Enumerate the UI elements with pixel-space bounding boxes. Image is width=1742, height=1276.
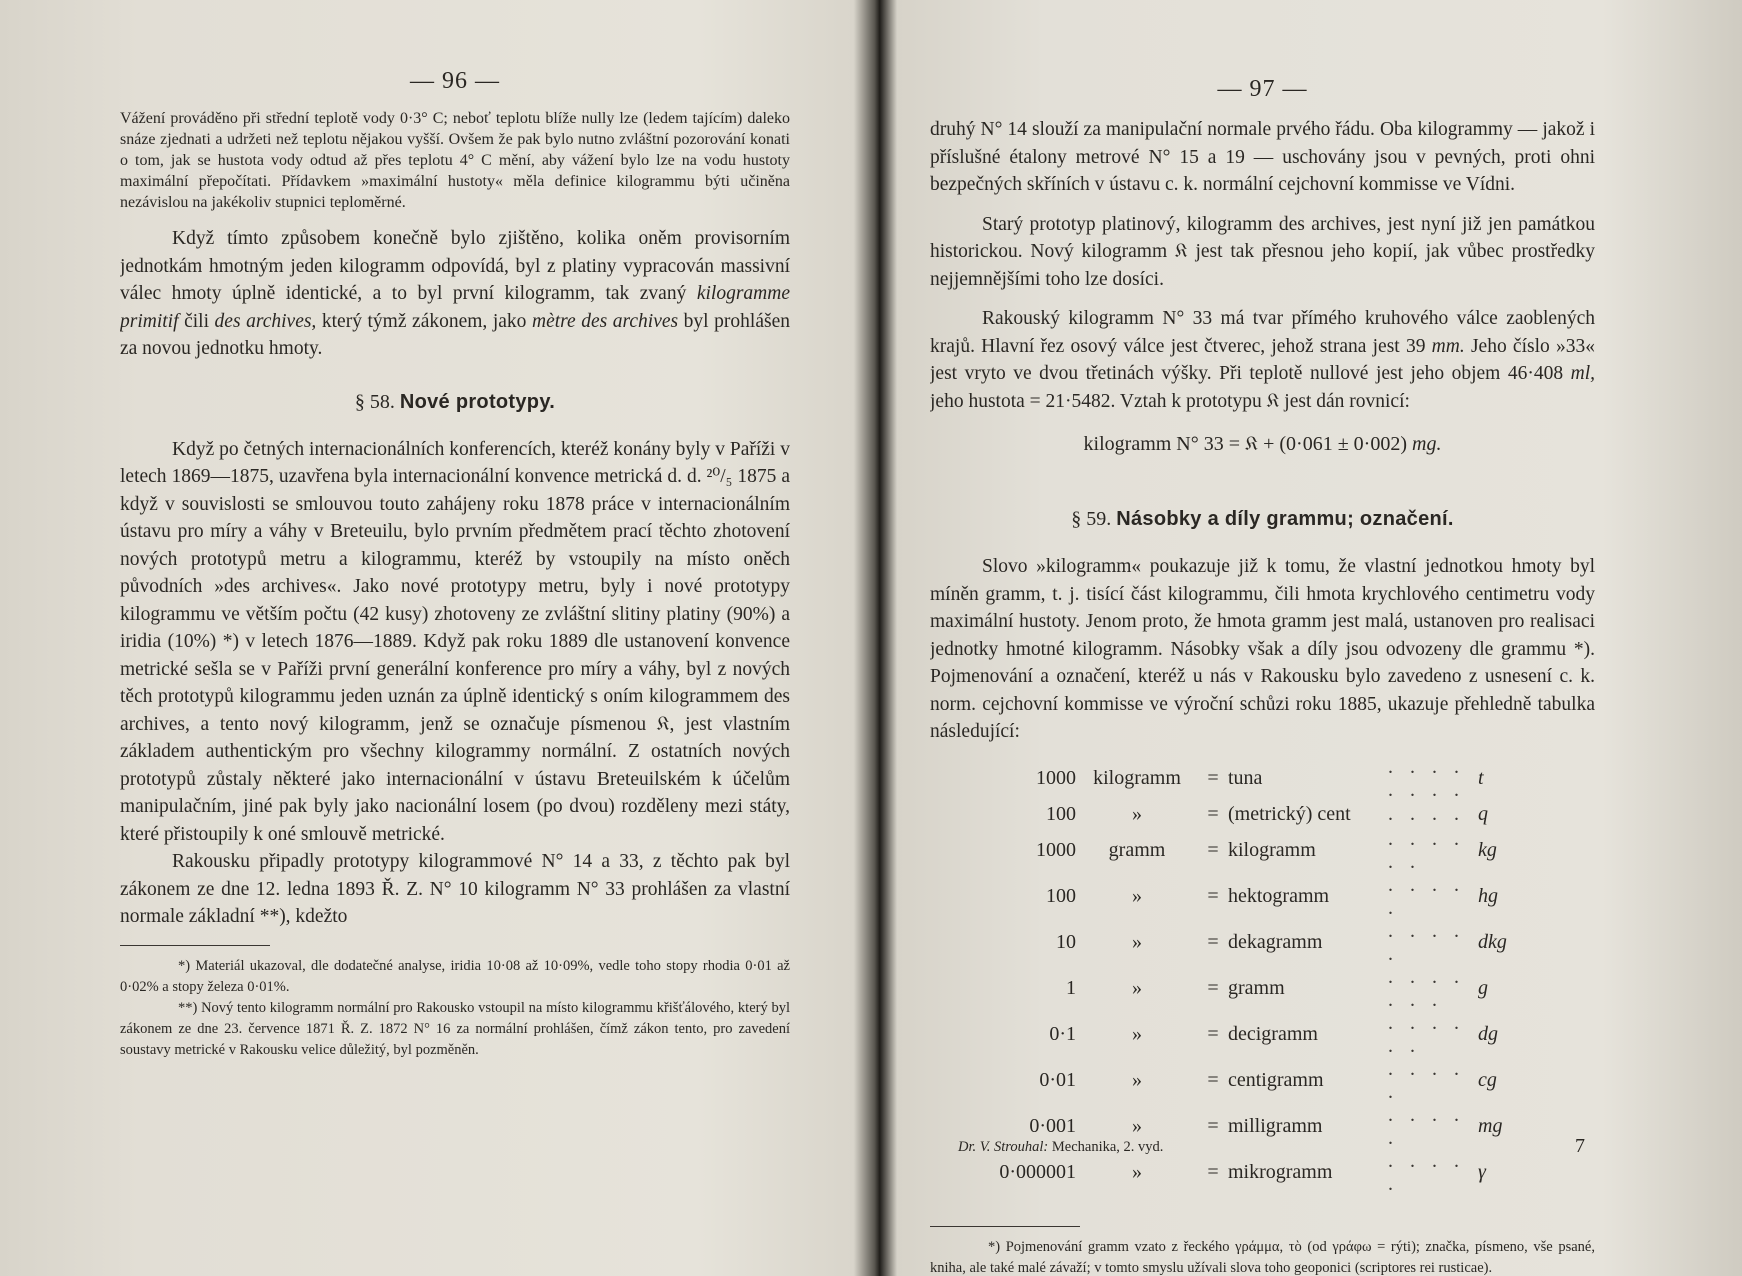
text-run: Jeho číslo »33« jest vryto ve dvou třetinách výšky. Při teplotě nullové jest jeho objem 46·408 bbox=[930, 335, 1595, 384]
units-table-row bbox=[966, 756, 1518, 802]
right-page bbox=[930, 0, 1595, 1276]
unit-multiplier: 0·000001 bbox=[999, 1161, 1076, 1183]
footnote bbox=[120, 998, 790, 1061]
section-title: Násobky a díly grammu; označení. bbox=[1116, 508, 1454, 530]
equals-sign: = bbox=[1207, 977, 1219, 999]
unit-multiplier: 0·001 bbox=[1029, 1115, 1076, 1137]
unit-multiplier: 0·01 bbox=[1039, 1069, 1076, 1091]
footnote-text: *) Materiál ukazoval, dle dodatečné analyse, iridia 10·08 až 10·09%, vedle toho stopy rhodia 0·01 až 0·02% a stopy železa 0·01%. bbox=[120, 957, 790, 995]
unit-name: (metrický) cent bbox=[1228, 803, 1351, 825]
unit-name: mikrogramm bbox=[1228, 1161, 1333, 1183]
paragraph bbox=[930, 305, 1595, 415]
unit-multiplier: 10 bbox=[1056, 931, 1076, 953]
equals-sign: = bbox=[1207, 803, 1219, 825]
unit-base: » bbox=[1132, 1161, 1142, 1183]
unit-base: » bbox=[1132, 1069, 1142, 1091]
units-table bbox=[966, 756, 1518, 1196]
units-table-row bbox=[966, 802, 1518, 828]
text-run: Rakouský kilogramm N° 33 má tvar přímého kruhového válce zaoblených krajů. Hlavní řez osový válce jest čtverec, jehož strana jest 39 bbox=[930, 308, 1595, 357]
unit-abbreviation: γ bbox=[1478, 1161, 1486, 1183]
leader-dots: . . . . . . . . bbox=[1388, 755, 1465, 801]
unit-base: » bbox=[1132, 931, 1142, 953]
section-number: § 59. bbox=[1071, 508, 1112, 530]
section-heading bbox=[120, 391, 790, 414]
page-number: — 96 — bbox=[410, 68, 500, 94]
text-run: čili bbox=[178, 310, 215, 332]
footnote-indent bbox=[120, 1000, 178, 1016]
leader-dots: . . . . . . bbox=[1388, 827, 1465, 873]
equals-sign: = bbox=[1207, 931, 1219, 953]
units-table-row bbox=[966, 1150, 1518, 1196]
text-run: Když tímto způsobem konečně bylo zjištěno, kolika oněm provisorním jednotkám hmotným jeden kilogramm odpovídá, byl z platiny vypracován massivní válec hmoty úplně identické, a to byl první kilogramm, tak zvaný bbox=[120, 228, 790, 304]
text-run: jeho hustota = 21·5482. Vztah k prototypu 𝔎 jest dán rovnicí: bbox=[930, 390, 1410, 412]
footnote bbox=[930, 1237, 1595, 1276]
paragraph: Starý prototyp platinový, kilogramm des archives, jest nyní již jen památkou historickou. Nový kilogramm 𝔎 jest tak přesnou jeho kopií, jak vůbec prostředky nejjemnějšími toho lze dosíci. bbox=[930, 213, 1595, 290]
italic-unit: ml, bbox=[1570, 363, 1595, 384]
footnote-text: **) Nový tento kilogramm normální pro Rakousko vstoupil na místo kilogrammu křišťálového, který byl zákonem ze dne 23. července 1871 Ř. Z. 1872 N° 16 za normální prohlášen, čímž zákon tento, pro zavedení soustavy metrické v Rakousku velice důležitý, byl pozměněn. bbox=[120, 999, 790, 1058]
paragraph: Když po četných internacionálních konferencích, kteréž konány byly v Paříži v letech 1869—1875, uzavřena byla internacionální konvence metrická d. d. ²⁰/₅ 1875 a když v souvislosti se smlouvou touto zahájeny roku 1878 práce v internacionálním ústavu pro míry a váhy v Breteuilu, bylo prvním předmětem prací těchto zhotovení nových prototypů metru a kilogrammu, kteréž by vstoupily na místo oněch původních »des archives«. Jako nové prototypy metru, byly i nové prototypy kilogrammu ve větším počtu (42 kusy) zhotoveny ze zvláštní slitiny platiny (90%) a iridia (10%) *) v letech 1876—1889. Když pak roku 1889 dle ustanovení konvence metrické sešla se v Paříži první generální konference pro míry a váhy, byl z nových těch prototypů kilogrammu jeden uznán za úplně identický s oním kilogrammem des archives, a tento nový kilogramm, jenž se označuje písmenou 𝔎, jest vlastním základem authentickým pro všechny kilogrammy normální. Z ostatních nových prototypů zůstaly některé jako internacionální v ústavu Breteuilském k účelům manipulačním, jiné pak byly jako nacionální losem (po dvou) rozděleny mezi státy, které přistoupily k oné smlouvě metrické. bbox=[120, 438, 790, 845]
leader-dots: . . . . . bbox=[1388, 1149, 1465, 1195]
equals-sign: = bbox=[1207, 1069, 1219, 1091]
unit-multiplier: 1 bbox=[1066, 977, 1076, 999]
unit-multiplier: 0·1 bbox=[1049, 1023, 1076, 1045]
unit-multiplier: 1000 bbox=[1036, 839, 1076, 861]
footnote bbox=[120, 956, 790, 998]
equals-sign: = bbox=[1207, 1115, 1219, 1137]
italic-term: kilogramme primitif bbox=[120, 283, 790, 332]
italic-unit: mm. bbox=[1431, 335, 1465, 357]
unit-abbreviation: kg bbox=[1478, 839, 1497, 861]
units-table-row bbox=[966, 966, 1518, 1012]
unit-name: kilogramm bbox=[1228, 839, 1316, 861]
equals-sign: = bbox=[1207, 1161, 1219, 1183]
unit-name: centigramm bbox=[1228, 1069, 1324, 1091]
unit-base: » bbox=[1132, 1115, 1142, 1137]
page-number: — 97 — bbox=[1217, 76, 1308, 102]
footer-author: Dr. V. Strouhal: bbox=[958, 1139, 1049, 1155]
unit-name: tuna bbox=[1228, 767, 1263, 789]
equals-sign: = bbox=[1207, 839, 1219, 861]
unit-abbreviation: mg bbox=[1478, 1115, 1503, 1137]
unit-base: gramm bbox=[1108, 839, 1166, 861]
unit-base: » bbox=[1132, 803, 1142, 825]
unit-abbreviation: g bbox=[1478, 977, 1488, 999]
equals-sign: = bbox=[1207, 1023, 1219, 1045]
page-footer bbox=[930, 1135, 1595, 1157]
unit-name: hektogramm bbox=[1228, 885, 1330, 907]
units-table-row bbox=[966, 920, 1518, 966]
section-number: § 58. bbox=[354, 390, 395, 413]
unit-name: milligramm bbox=[1228, 1115, 1323, 1137]
unit-abbreviation: dg bbox=[1478, 1023, 1498, 1045]
unit-abbreviation: q bbox=[1478, 803, 1488, 825]
leader-dots: . . . . . bbox=[1388, 919, 1465, 965]
unit-base: » bbox=[1132, 1023, 1142, 1045]
italic-unit: mg. bbox=[1412, 433, 1442, 455]
footnote-indent bbox=[120, 958, 178, 974]
paragraph: Slovo »kilogramm« poukazuje již k tomu, že vlastní jednotkou hmoty byl míněn gramm, t. j. tisící část kilogrammu, čili hmota krychlového centimetru vody maximální hustoty. Jenom proto, že hmota gramm jest malá, ustanoven pro realisaci jednotky hmotné kilogramm. Násobky však a díly jsou odvozeny dle grammu *). Pojmenování a označení, kteréž u nás v Rakousku bylo zavedeno z usnesení c. k. norm. cejchovní kommisse ve výroční schůzi roku 1885, ukazuje přehledně tabulka následující: bbox=[930, 556, 1595, 742]
units-table-row bbox=[966, 1058, 1518, 1104]
equals-sign: = bbox=[1207, 767, 1219, 789]
footer-indent bbox=[930, 1139, 958, 1155]
unit-multiplier: 1000 bbox=[1036, 767, 1076, 789]
equation bbox=[930, 433, 1595, 456]
unit-base: kilogramm bbox=[1093, 767, 1181, 789]
unit-multiplier: 100 bbox=[1046, 803, 1076, 825]
units-table-row bbox=[966, 828, 1518, 874]
units-table-row bbox=[966, 874, 1518, 920]
footnote-text: *) Pojmenování gramm vzato z řeckého γράμμα, τὸ (od γράφω = rýti); značka, písmeno, vše psané, kniha, ale také malé závaží; v tomto smyslu užívali slova toho geoponici (scriptores rei rusticae). bbox=[930, 1238, 1595, 1276]
left-page bbox=[120, 0, 790, 1276]
signature-number: 7 bbox=[1575, 1135, 1585, 1157]
unit-base: » bbox=[1132, 885, 1142, 907]
leader-dots: . . . . . bbox=[1388, 873, 1465, 919]
unit-abbreviation: cg bbox=[1478, 1069, 1497, 1091]
text-run: byl prohlášen za novou jednotku hmoty. bbox=[120, 310, 790, 359]
equals-sign: = bbox=[1207, 885, 1219, 907]
unit-multiplier: 100 bbox=[1046, 885, 1076, 907]
footnote-rule bbox=[120, 945, 270, 946]
unit-base: » bbox=[1132, 977, 1142, 999]
paragraph: druhý N° 14 slouží za manipulační normale prvého řádu. Oba kilogrammy — jakož i příslušné étalony metrové N° 15 a 19 — uschovány jsou v pevných, proti ohni bezpečných skříních v ústavu c. k. normální cejchovní kommisse ve Vídni. bbox=[930, 119, 1595, 195]
equation-text: kilogramm N° 33 = 𝔎 + (0·061 ± 0·002) bbox=[1083, 433, 1412, 455]
footnote-indent bbox=[930, 1239, 988, 1255]
italic-term: mètre des archives bbox=[532, 310, 679, 332]
units-table-body bbox=[966, 756, 1518, 1196]
paragraph bbox=[120, 225, 790, 363]
unit-name: dekagramm bbox=[1228, 931, 1323, 953]
leader-dots: . . . . . bbox=[1388, 1103, 1465, 1149]
italic-term: des archives, bbox=[214, 310, 317, 332]
unit-abbreviation: t bbox=[1478, 767, 1484, 789]
leader-dots: . . . . . . bbox=[1388, 1011, 1465, 1057]
section-heading bbox=[930, 508, 1595, 531]
units-table-row bbox=[966, 1012, 1518, 1058]
unit-name: gramm bbox=[1228, 977, 1285, 999]
leader-dots: . . . . . . . bbox=[1388, 965, 1465, 1011]
unit-abbreviation: hg bbox=[1478, 885, 1498, 907]
paragraph: Rakousku připadly prototypy kilogrammové N° 14 a 33, z těchto pak byl zákonem ze dne 12. ledna 1893 Ř. Z. N° 10 kilogramm N° 33 prohlášen za vlastní normale základní **), kdežto bbox=[120, 851, 790, 927]
text-run: který týmž zákonem, jako bbox=[316, 310, 532, 332]
intro-paragraph: Vážení prováděno při střední teplotě vody 0·3° C; neboť teplotu blíže nully lze (ledem tajícím) daleko snáze zjednati a udržeti než teplotu nějakou vyšší. Ovšem že pak bylo nutno zvláštní pozorování konati o tom, jak se hustota vody odtud až přes teplotu 4° C mění, aby vážení bylo lze na vodu hustoty maximální přepočítati. Přídavkem »maximální hustoty« měla definice kilogrammu býti učiněna nezávislou na jakékoliv stupnici teploměrné. bbox=[120, 110, 790, 211]
footnote-rule bbox=[930, 1226, 1080, 1227]
footer-title: Mechanika, 2. vyd. bbox=[1048, 1139, 1164, 1155]
leader-dots: . . . . . bbox=[1388, 1057, 1465, 1103]
unit-abbreviation: dkg bbox=[1478, 931, 1507, 953]
unit-name: decigramm bbox=[1228, 1023, 1318, 1045]
leader-dots: . . . . bbox=[1388, 803, 1465, 825]
section-title: Nové prototypy. bbox=[399, 390, 556, 413]
